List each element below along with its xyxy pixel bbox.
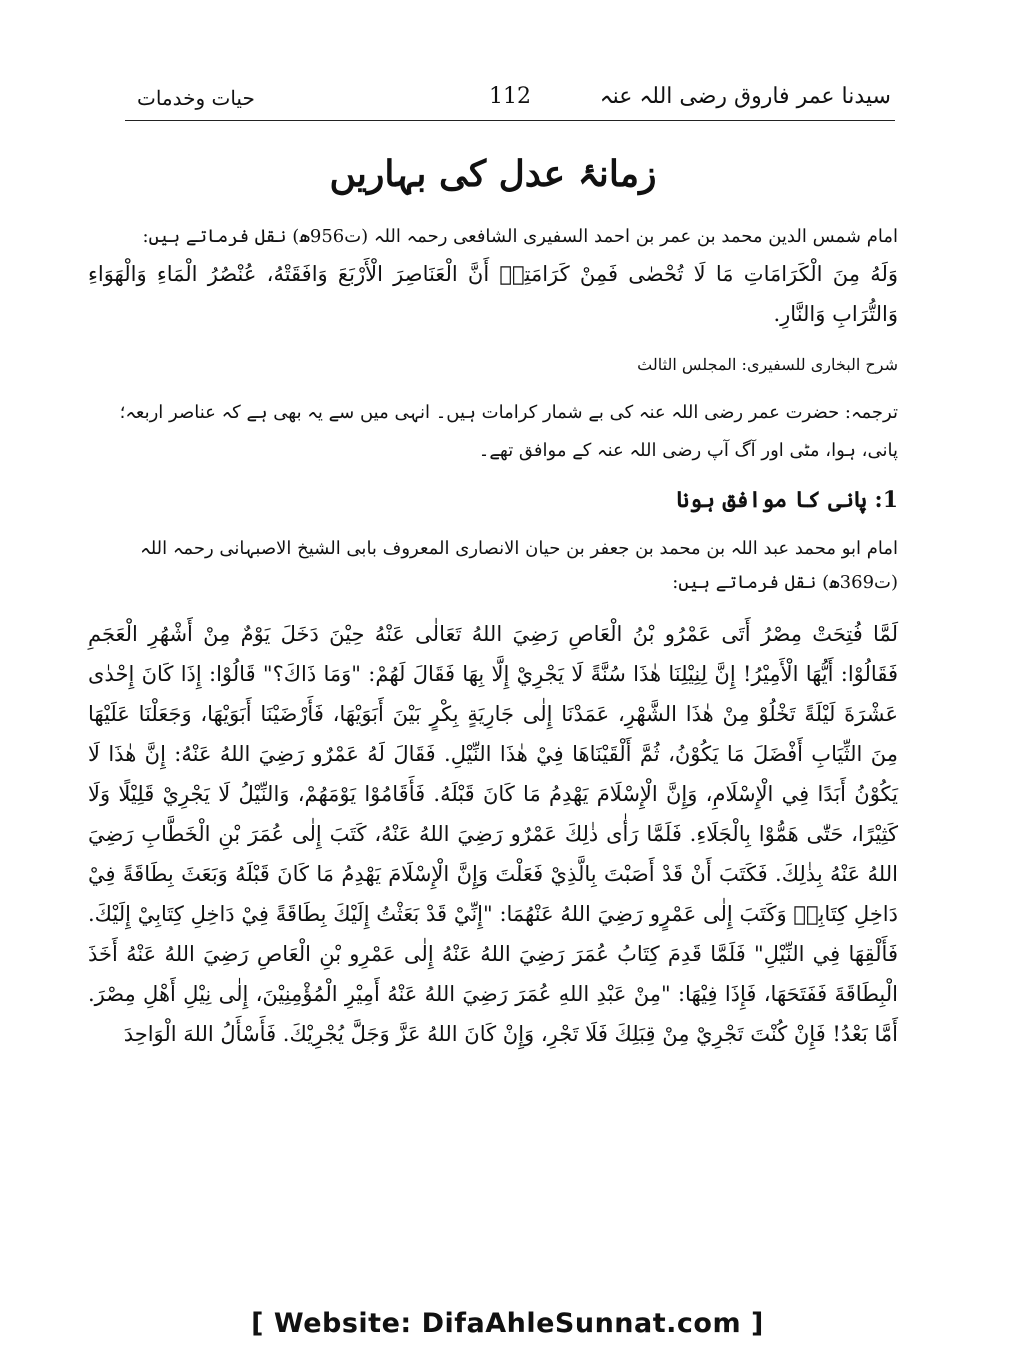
intro-paragraph: امام شمس الدین محمد بن عمر بن احمد السفیری الشافعی رحمہ اللہ (ت956ھ) نقل فرماتے ہیں: bbox=[142, 226, 898, 247]
arabic-quote-1: وَلَهُ مِنَ الْكَرَامَاتِ مَا لَا تُحْصٰى فَمِنْ كَرَامَتِهٖ أَنَّ الْعَنَاصِرَ الْأَرْبَعَ وَافَقَتْهُ، عُنْصُرُ الْمَاءِ وَالْهَوَاءِ وَالتُّرَابِ وَالنَّارِ. bbox=[88, 262, 898, 326]
running-head-right: سیدنا عمر فاروق رضی اللہ عنہ bbox=[599, 84, 891, 109]
translation-paragraph: ترجمہ: حضرت عمر رضی اللہ عنہ کی بے شمار کرامات ہیں۔ انہی میں سے یہ بھی ہے کہ عناصر اربعہ؛ پانی، ہوا، مٹی اور آگ آپ رضی اللہ عنہ کے موافق تھے۔ bbox=[119, 402, 898, 461]
arabic-quote-2: لَمَّا فُتِحَتْ مِصْرُ أَتَى عَمْرُو بْنُ الْعَاصِ رَضِيَ اللهُ تَعَالٰى عَنْهُ حِيْنَ دَخَلَ يَوْمٌ مِنْ أَشْهُرِ الْعَجَمِ فَقَالُوْا: أَيُّهَا الْأَمِيْرُ! إِنَّ لِنِيْلِنَا هٰذَا سُنَّةً لَا يَجْرِيْ إِلَّا بِهَا فَقَالَ لَهُمْ: "وَمَا ذَاكَ؟" قَالُوْا: إِذَا كَانَ إِحْدٰى عَشْرَةَ لَيْلَةً تَخْلُوْ مِنْ هٰذَا الشَّهْرِ، عَمَدْنَا إِلٰى جَارِيَةٍ بِكْرٍ بَيْنَ أَبَوَيْهَا، فَأَرْضَيْنَا أَبَوَيْهَا، وَجَعَلْنَا عَلَيْهَا مِنَ الثِّيَابِ أَفْضَلَ مَا يَكُوْنُ، ثُمَّ أَلْقَيْنَاهَا فِيْ هٰذَا النِّيْلِ. فَقَالَ لَهُ عَمْرٌو رَضِيَ اللهُ عَنْهُ: إِنَّ هٰذَا لَا يَكُوْنُ أَبَدًا فِي الْإِسْلَامِ، وَإِنَّ الْإِسْلَامَ يَهْدِمُ مَا كَانَ قَبْلَهُ. فَأَقَامُوْا يَوْمَهُمْ، وَالنِّيْلُ لَا يَجْرِيْ قَلِيْلًا وَلَا كَثِيْرًا، حَتّٰى هَمُّوْا بِالْجَلَاءِ. فَلَمَّا رَأٰى ذٰلِكَ عَمْرٌو رَضِيَ اللهُ عَنْهُ، كَتَبَ إِلٰى عُمَرَ بْنِ الْخَطَّابِ رَضِيَ اللهُ عَنْهُ بِذٰلِكَ. فَكَتَبَ أَنْ قَدْ أَصَبْتَ بِالَّذِيْ فَعَلْتَ وَإِنَّ الْإِسْلَامَ يَهْدِمُ مَا كَانَ قَبْلَهُ وَبَعَثَ بِطَاقَةً فِيْ دَاخِلِ كِتَابِهٖ وَكَتَبَ إِلٰى عَمْرٍو رَضِيَ اللهُ عَنْهُمَا: "إِنِّيْ قَدْ بَعَثْتُ إِلَيْكَ بِطَاقَةً فِيْ دَاخِلِ كِتَابِيْ إِلَيْكَ. فَأَلْقِهَا فِي النِّيْلِ" فَلَمَّا قَدِمَ كِتَابُ عُمَرَ رَضِيَ اللهُ عَنْهُ إِلٰى عَمْرِو بْنِ الْعَاصِ رَضِيَ اللهُ عَنْهُ أَخَذَ الْبِطَاقَةَ فَفَتَحَهَا، فَإِذَا فِيْهَا: "مِنْ عَبْدِ اللهِ عُمَرَ رَضِيَ اللهُ عَنْهُ أَمِيْرِ الْمُؤْمِنِيْنَ، إِلٰى نِيْلِ أَهْلِ مِصْرَ. أَمَّا بَعْدُ! فَإِنْ كُنْتَ تَجْرِيْ مِنْ قِبَلِكَ فَلَا تَجْرِ، وَإِنْ كَانَ اللهُ عَزَّ وَجَلَّ يُجْرِيْكَ. فَأَسْأَلُ اللهَ الْوَاحِدَ bbox=[88, 622, 898, 1046]
page-header bbox=[125, 78, 895, 118]
running-head-left: حیات وخدمات bbox=[137, 86, 255, 110]
header-rule bbox=[125, 120, 895, 121]
page-body bbox=[88, 150, 898, 1054]
intro-paragraph-2: امام ابو محمد عبد اللہ بن محمد بن جعفر بن حیان الانصاری المعروف بابی الشیخ الاصبہانی رحمہ اللہ (ت369ھ) نقل فرماتے ہیں: bbox=[140, 538, 898, 593]
reference-1: شرح البخاری للسفیری: المجلس الثالث bbox=[637, 355, 898, 374]
website-footer: [ Website: DifaAhleSunnat.com ] bbox=[251, 1308, 764, 1339]
section-heading: 1: پانی کا موافق ہونا bbox=[676, 487, 898, 513]
page-number: 112 bbox=[489, 84, 531, 109]
chapter-title: زمانۂ عدل کی بہاریں bbox=[329, 153, 657, 195]
